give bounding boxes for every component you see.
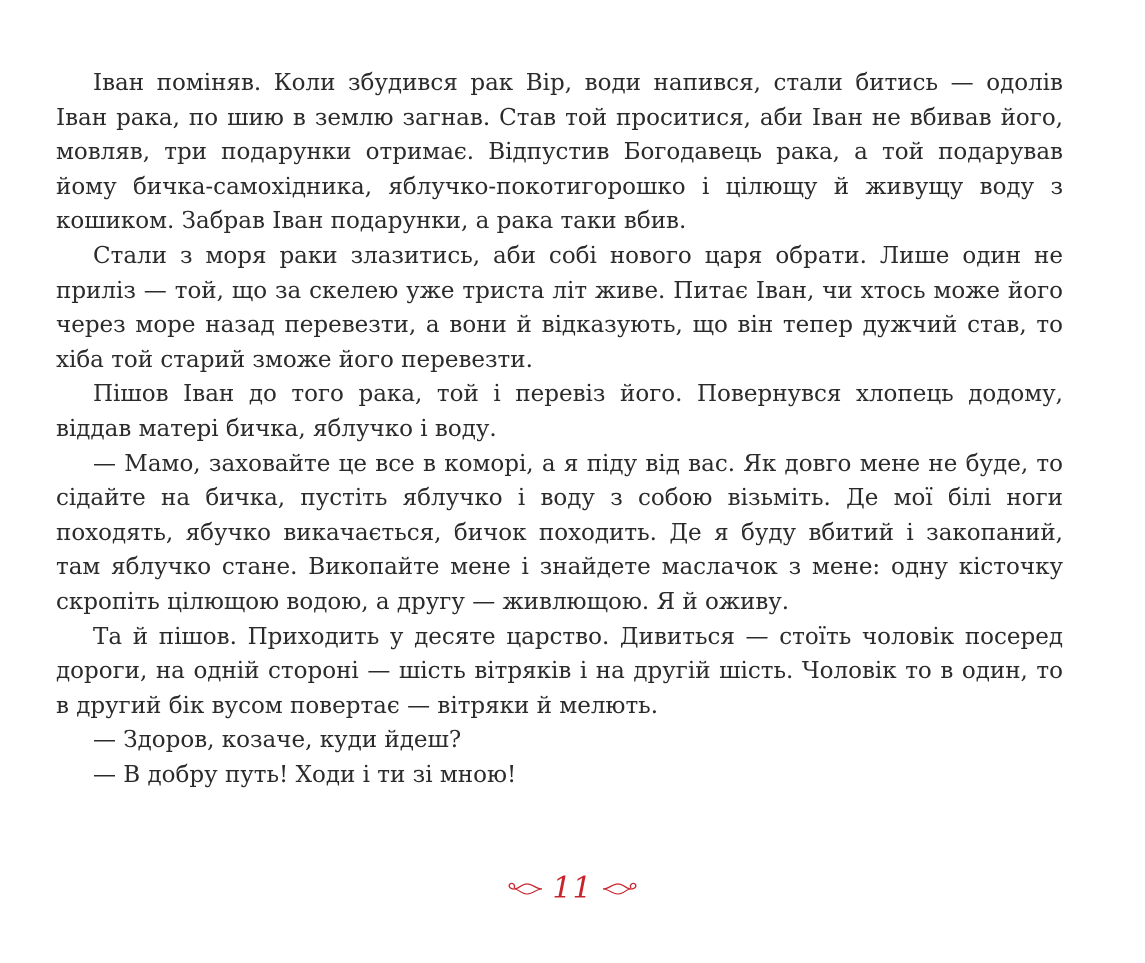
paragraph-3: Пішов Іван до того рака, той і перевіз його. Повернувся хлопець додому, віддав матері бичка, яблучко і воду.: [56, 381, 1063, 442]
paragraph-1: Іван поміняв. Коли збудився рак Вір, води напився, стали битись — одолів Іван рака, по шию в землю загнав. Став той проситися, аби Іван не вбивав його, мовляв, три подарунки отримає. Відпустив Богодавець рака, а той подарував йому бичка-самохідника, яблучко-покотигорошко і цілющу й живущу воду з кошиком. Забрав Іван подарунки, а рака таки вбив.: [56, 70, 1063, 235]
page-folio: [0, 866, 1145, 912]
flourish-right-icon: [601, 880, 639, 898]
paragraph-7: — В добру путь! Ходи і ти зі мною!: [93, 761, 517, 788]
paragraph-2: Стали з моря раки злазитись, аби собі нового царя обрати. Лише один не приліз — той, що за скелею уже триста літ живе. Питає Іван, чи хтось може його через море назад перевезти, а вони й відказують, що він тепер дужчий став, то хіба той старий зможе його перевезти.: [56, 242, 1063, 373]
flourish-left-icon: [506, 880, 544, 898]
page-number: 11: [552, 871, 593, 906]
paragraph-4: — Мамо, заховайте це все в коморі, а я піду від вас. Як довго мене не буде, то сідайте на бичка, пустіть яблучко і воду з собою візьміть. Де мої білі ноги походять, ябучко викачається, бичок походить. Де я буду вбитий і закопаний, там яблучко стане. Викопайте мене і знайдете маслачок з мене: одну кісточку скропіть цілющою водою, а другу — живлющою. Я й оживу.: [56, 450, 1063, 615]
paragraph-6: — Здоров, козаче, куди йдеш?: [93, 727, 462, 754]
paragraph-5: Та й пішов. Приходить у десяте царство. Дивиться — стоїть чоловік посеред дороги, на одній стороні — шість вітряків і на другій шість. Чоловік то в один, то в другий бік вусом повертає — вітряки й мелють.: [56, 623, 1063, 719]
story-text: [56, 66, 1063, 792]
